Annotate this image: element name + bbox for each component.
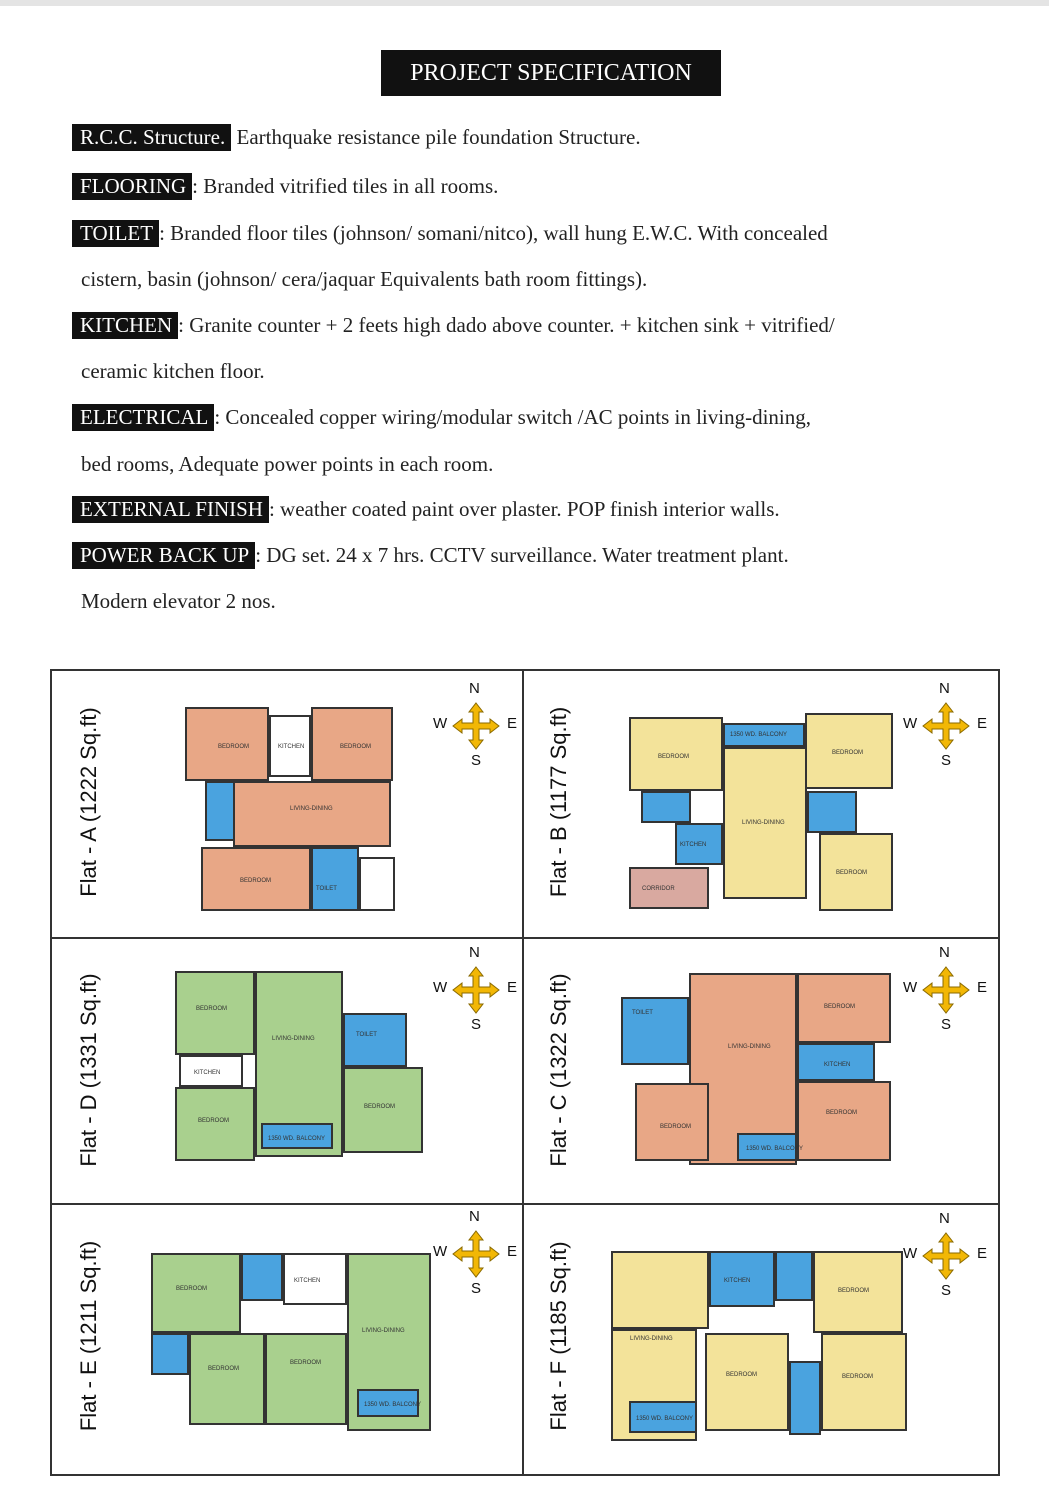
compass-west: W xyxy=(433,1243,448,1260)
room-toilet xyxy=(344,1014,406,1066)
spec-power-back-up-cont: Modern elevator 2 nos. xyxy=(81,589,276,613)
flat-label-d: Flat - D (1331 Sq.ft) xyxy=(76,973,101,1167)
room-label: BEDROOM xyxy=(176,1286,208,1292)
room-label: BEDROOM xyxy=(836,870,868,876)
spec-label: EXTERNAL FINISH xyxy=(72,496,269,523)
compass-south: S xyxy=(941,752,952,769)
spec-toilet xyxy=(72,221,1012,246)
room-label: BEDROOM xyxy=(832,750,864,756)
room-label: LIVING-DINING xyxy=(728,1044,771,1050)
spec-label: FLOORING xyxy=(72,173,192,200)
room-label: 1350 WD. BALCONY xyxy=(730,732,788,738)
room-label: BEDROOM xyxy=(824,1004,856,1010)
grid-divider-row1 xyxy=(50,937,998,939)
compass-arrows-icon xyxy=(922,702,970,750)
room-toilet xyxy=(312,848,358,910)
compass-west: W xyxy=(903,715,918,732)
room-bedroom xyxy=(798,1082,890,1160)
room-toilet xyxy=(242,1254,282,1300)
compass-west: W xyxy=(903,979,918,996)
floor-plan-c xyxy=(618,968,912,1190)
compass-east: E xyxy=(977,1245,988,1262)
room-label: BEDROOM xyxy=(240,878,272,884)
room-bedroom xyxy=(344,1068,422,1152)
spec-label: R.C.C. Structure. xyxy=(72,124,231,151)
flat-label-c: Flat - C (1322 Sq.ft) xyxy=(546,973,571,1167)
flat-label-a: Flat - A (1222 Sq.ft) xyxy=(76,707,101,897)
compass-west: W xyxy=(433,979,448,996)
room-bedroom xyxy=(266,1334,346,1424)
room-living-dining xyxy=(234,782,390,846)
compass-arrows-icon xyxy=(452,1230,500,1278)
compass-south: S xyxy=(471,1280,482,1297)
room-label: TOILET xyxy=(356,1032,377,1038)
room-bedroom xyxy=(152,1254,240,1332)
spec-electrical-cont: bed rooms, Adequate power points in each room. xyxy=(81,452,494,476)
room-label: BEDROOM xyxy=(290,1360,322,1366)
room-bedroom xyxy=(822,1334,906,1430)
room-label: BEDROOM xyxy=(364,1104,396,1110)
page-title: PROJECT SPECIFICATION xyxy=(381,50,721,96)
compass-a xyxy=(430,680,520,770)
compass-arrows-icon xyxy=(452,702,500,750)
room-label: TOILET xyxy=(632,1010,653,1016)
spec-power-back-up xyxy=(72,543,1012,568)
spec-kitchen-cont: ceramic kitchen floor. xyxy=(81,359,265,383)
flat-label-b: Flat - B (1177 Sq.ft) xyxy=(546,706,571,898)
room-label: 1350 WD. BALCONY xyxy=(364,1402,422,1408)
room-toilet xyxy=(776,1252,812,1300)
compass-west: W xyxy=(903,1245,918,1262)
room-toilet xyxy=(808,792,856,832)
spec-label: ELECTRICAL xyxy=(72,404,214,431)
compass-south: S xyxy=(941,1282,952,1299)
floor-plan-f xyxy=(606,1242,912,1448)
spec-text: : DG set. 24 x 7 hrs. CCTV surveillance. Water treatment plant. xyxy=(255,543,789,567)
room-label: BEDROOM xyxy=(726,1372,758,1378)
compass-arrows-icon xyxy=(922,1232,970,1280)
spec-text: : Branded floor tiles (johnson/ somani/nitco), wall hung E.W.C. With concealed xyxy=(159,221,828,245)
room-label: CORRIDOR xyxy=(642,886,675,892)
top-border xyxy=(0,0,1049,6)
grid-divider-vertical xyxy=(522,669,524,1474)
spec-label: KITCHEN xyxy=(72,312,178,339)
spec-text: : Branded vitrified tiles in all rooms. xyxy=(192,174,499,198)
compass-east: E xyxy=(977,979,988,996)
spec-kitchen xyxy=(72,313,1012,338)
room-label: KITCHEN xyxy=(680,842,707,848)
room-label: BEDROOM xyxy=(658,754,690,760)
spec-flooring xyxy=(72,174,1012,199)
floor-plan-a xyxy=(178,698,396,914)
spec-text: : weather coated paint over plaster. POP finish interior walls. xyxy=(268,497,780,521)
compass-east: E xyxy=(507,979,518,996)
grid-divider-row2 xyxy=(50,1203,998,1205)
spec-label: POWER BACK UP xyxy=(72,542,255,569)
room-toilet xyxy=(152,1334,188,1374)
room-bedroom xyxy=(636,1084,708,1160)
compass-south: S xyxy=(471,1016,482,1033)
compass-f xyxy=(900,1210,990,1300)
room-toilet xyxy=(642,792,690,822)
compass-e xyxy=(430,1208,520,1298)
spec-text: : Granite counter + 2 feets high dado above counter. + kitchen sink + vitrified/ xyxy=(178,313,835,337)
room-label: BEDROOM xyxy=(842,1374,874,1380)
room-bedroom xyxy=(176,1088,254,1160)
compass-north: N xyxy=(939,680,950,697)
room-label: LIVING-DINING xyxy=(742,820,785,826)
room-label: KITCHEN xyxy=(278,744,305,750)
room-bedroom xyxy=(706,1334,788,1430)
floor-plan-e xyxy=(146,1240,438,1440)
room-label: BEDROOM xyxy=(196,1006,228,1012)
room-toilet xyxy=(790,1362,820,1434)
room-label: TOILET xyxy=(316,886,337,892)
compass-west: W xyxy=(433,715,448,732)
room-label: LIVING-DINING xyxy=(362,1328,405,1334)
compass-north: N xyxy=(469,680,480,697)
room-label: BEDROOM xyxy=(208,1366,240,1372)
room-label: BEDROOM xyxy=(826,1110,858,1116)
room-toilet xyxy=(622,998,688,1064)
spec-text: : Concealed copper wiring/modular switch /AC points in living-dining, xyxy=(214,405,811,429)
compass-arrows-icon xyxy=(452,966,500,1014)
room-label: 1350 WD. BALCONY xyxy=(636,1416,694,1422)
flat-label-e: Flat - E (1211 Sq.ft) xyxy=(76,1240,101,1432)
spec-toilet-cont: cistern, basin (johnson/ cera/jaquar Equivalents bath room fittings). xyxy=(81,267,648,291)
spec-label: TOILET xyxy=(72,220,159,247)
room-label: BEDROOM xyxy=(340,744,372,750)
room-label: 1350 WD. BALCONY xyxy=(746,1146,804,1152)
room-label: KITCHEN xyxy=(824,1062,851,1068)
compass-north: N xyxy=(939,944,950,961)
compass-north: N xyxy=(469,1208,480,1225)
floor-plan-b xyxy=(624,704,896,914)
room-label: LIVING-DINING xyxy=(272,1036,315,1042)
compass-north: N xyxy=(469,944,480,961)
compass-east: E xyxy=(507,1243,518,1260)
room-label: KITCHEN xyxy=(724,1278,751,1284)
room-toilet xyxy=(360,858,394,910)
room-label: KITCHEN xyxy=(294,1278,321,1284)
compass-south: S xyxy=(471,752,482,769)
room-label: BEDROOM xyxy=(218,744,250,750)
spec-external-finish xyxy=(72,497,1012,522)
room-foyer xyxy=(612,1252,708,1328)
room-bedroom xyxy=(176,972,254,1054)
compass-east: E xyxy=(977,715,988,732)
spec-rcc xyxy=(72,125,1012,150)
room-label: 1350 WD. BALCONY xyxy=(268,1136,326,1142)
flat-label-f: Flat - F (1185 Sq.ft) xyxy=(546,1241,571,1431)
compass-d xyxy=(430,944,520,1034)
room-bedroom xyxy=(190,1334,264,1424)
compass-east: E xyxy=(507,715,518,732)
spec-text: Earthquake resistance pile foundation Structure. xyxy=(231,125,641,149)
compass-b xyxy=(900,680,990,770)
compass-c xyxy=(900,944,990,1034)
compass-arrows-icon xyxy=(922,966,970,1014)
compass-south: S xyxy=(941,1016,952,1033)
room-label: BEDROOM xyxy=(838,1288,870,1294)
spec-electrical xyxy=(72,405,1012,430)
compass-north: N xyxy=(939,1210,950,1227)
room-label: KITCHEN xyxy=(194,1070,221,1076)
room-label: LIVING-DINING xyxy=(630,1336,673,1342)
room-label: BEDROOM xyxy=(660,1124,692,1130)
room-label: BEDROOM xyxy=(198,1118,230,1124)
room-label: LIVING-DINING xyxy=(290,806,333,812)
floor-plan-d xyxy=(152,964,434,1178)
